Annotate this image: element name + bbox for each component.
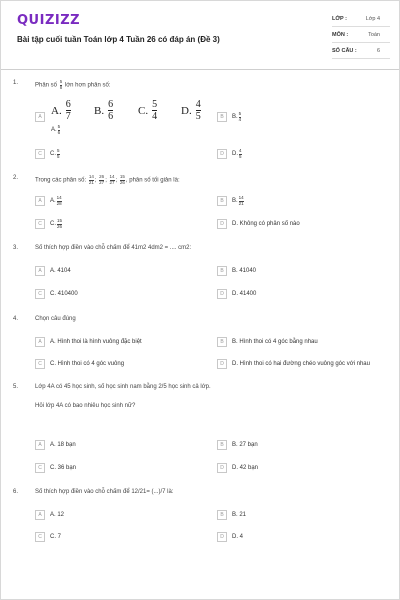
option-letter-box: C — [35, 463, 45, 473]
numerator: 5 — [152, 99, 158, 110]
meta-key: SỐ CÂU : — [332, 47, 357, 54]
denominator: 27 — [109, 179, 115, 185]
choice-label: B. — [94, 104, 105, 117]
choice-label: D. — [181, 104, 192, 117]
meta-key: MÔN : — [332, 31, 349, 38]
numerator: 6 — [65, 99, 71, 110]
fraction — [152, 99, 157, 122]
question-text-part: lớn hơn phân số: — [64, 82, 111, 89]
option-letter-box: C — [35, 359, 45, 369]
fraction — [58, 125, 61, 135]
question-text: Hỏi lớp 4A có bao nhiêu học sinh nữ? — [35, 403, 136, 409]
question-text: Số thích hợp điền vào chỗ chấm để 12/21= (...)/7 là: — [35, 489, 174, 495]
denominator: 26 — [119, 179, 125, 185]
option-a[interactable] — [35, 196, 63, 206]
option-label: D. Không có phân số nào — [232, 221, 300, 227]
option-label: C. 36 bạn — [50, 465, 77, 471]
option-label: C. — [50, 221, 56, 227]
numerator: 6 — [108, 99, 114, 110]
option-letter-box: A — [35, 510, 45, 520]
option-a[interactable] — [35, 337, 142, 347]
numerator: 15 — [119, 174, 125, 179]
option-label: D. 4 — [232, 534, 244, 540]
option-c[interactable] — [35, 463, 76, 473]
question-text-part: Phân số — [35, 82, 58, 89]
option-c[interactable] — [35, 289, 78, 299]
option-label: D. Hình thoi có hai đường chéo vuông góc với nhau — [232, 361, 370, 367]
option-a[interactable] — [35, 440, 76, 450]
option-c[interactable] — [35, 219, 63, 229]
option-label: C. Hình thoi có 4 góc vuông — [50, 361, 125, 367]
fraction — [66, 99, 71, 122]
option-b[interactable] — [217, 440, 258, 450]
option-d[interactable] — [217, 289, 256, 299]
option-d[interactable] — [217, 463, 258, 473]
option-letter-box: D — [217, 463, 227, 473]
denominator: 21 — [88, 179, 94, 185]
worksheet-title: Bài tập cuối tuần Toán lớp 4 Tuần 26 có đáp án (Đề 3) — [17, 35, 220, 44]
option-letter-box: A — [35, 112, 45, 122]
question-text — [35, 80, 110, 90]
option-d[interactable] — [217, 359, 370, 369]
question-number: 6. — [13, 489, 19, 495]
fraction — [120, 175, 125, 185]
option-a[interactable] — [35, 510, 64, 520]
option-a[interactable] — [35, 266, 71, 276]
question-text-part: Trong các phân số: — [35, 177, 87, 184]
option-b[interactable] — [217, 510, 246, 520]
meta-table — [332, 11, 390, 59]
option-letter-box: D — [217, 289, 227, 299]
image-choice-a — [51, 99, 72, 122]
quizizz-logo: QUIZIZZ — [17, 13, 81, 28]
option-label: A. — [51, 127, 57, 133]
option-label: B. Hình thoi có 4 góc bằng nhau — [232, 339, 318, 345]
numerator: 5 — [57, 124, 61, 129]
denominator: 8 — [59, 84, 63, 90]
fraction — [239, 149, 242, 159]
option-label: B. 27 bạn — [232, 442, 258, 448]
option-letter-box: C — [35, 289, 45, 299]
question-text: Chọn câu đúng — [35, 316, 76, 322]
option-label: B. 21 — [232, 512, 247, 518]
fraction — [239, 112, 242, 122]
option-label: A. 4104 — [50, 268, 71, 274]
option-c[interactable] — [35, 149, 61, 159]
option-c[interactable] — [35, 359, 124, 369]
numerator: 5 — [57, 148, 60, 153]
question-number: 2. — [13, 175, 19, 181]
option-b[interactable] — [217, 266, 256, 276]
denominator: 6 — [108, 111, 114, 122]
option-letter-box: B — [217, 266, 227, 276]
option-label: D. 41400 — [232, 291, 257, 297]
option-label: C. 410400 — [50, 291, 78, 297]
fraction — [60, 80, 63, 90]
question-number: 3. — [13, 245, 19, 251]
option-b[interactable] — [217, 196, 245, 206]
option-letter-box: D — [217, 532, 227, 542]
fraction — [108, 99, 113, 122]
question-text: Lớp 4A có 45 học sinh, số học sinh nam bằng 2/5 học sinh cả lớp. — [35, 384, 211, 390]
question-text: Trong các phân số: $\frac{14}{21}$ ; $\frac{26}{27}$ ; $\frac{14}{27}$ ; $\frac{15}{26}$ , phân số tối giản là: — [35, 174, 180, 185]
fraction — [57, 196, 62, 206]
option-c[interactable] — [35, 532, 61, 542]
option-label: A. Hình thoi là hình vuông đặc biệt — [50, 339, 142, 345]
option-label: D. — [232, 151, 238, 157]
option-label: A. 18 bạn — [50, 442, 76, 448]
option-letter-box: C — [35, 149, 45, 159]
image-choice-d — [181, 99, 202, 122]
denominator: 5 — [57, 153, 60, 159]
option-d[interactable] — [217, 219, 300, 229]
meta-value: 6 — [376, 47, 380, 54]
fraction — [89, 175, 94, 185]
fraction — [99, 175, 104, 185]
question-number: 5. — [13, 384, 19, 390]
option-d[interactable] — [217, 532, 243, 542]
numerator: 14 — [238, 195, 244, 200]
fraction — [196, 99, 201, 122]
option-a-text — [51, 125, 61, 135]
meta-row-class — [332, 11, 390, 27]
meta-row-subject — [332, 27, 390, 43]
denominator: 5 — [195, 111, 201, 122]
question-number: 1. — [13, 80, 19, 86]
denominator: 5 — [239, 153, 242, 159]
option-label: C. 7 — [50, 534, 62, 540]
numerator: 4 — [239, 148, 242, 153]
denominator: 7 — [65, 111, 71, 122]
option-b[interactable] — [217, 337, 318, 347]
meta-value: Toán — [368, 31, 380, 38]
fraction — [57, 219, 62, 229]
meta-row-count — [332, 43, 390, 59]
denominator: 28 — [56, 200, 62, 206]
numerator: 14 — [56, 195, 62, 200]
option-b[interactable] — [217, 112, 242, 122]
meta-key: LỚP : — [332, 15, 347, 22]
question-number: 4. — [13, 316, 19, 322]
numerator: 14 — [109, 174, 115, 179]
option-letter-box: A — [35, 440, 45, 450]
denominator: 6 — [57, 129, 61, 135]
choice-label: A. — [51, 104, 62, 117]
option-letter-box: D — [217, 149, 227, 159]
fraction — [57, 149, 60, 159]
worksheet-header — [1, 1, 399, 70]
option-letter-box: B — [217, 440, 227, 450]
option-label: C. — [50, 151, 56, 157]
option-letter-box: B — [217, 112, 227, 122]
denominator: 21 — [238, 200, 244, 206]
numerator: 4 — [195, 99, 201, 110]
denominator: 4 — [152, 111, 158, 122]
option-label: A. — [50, 198, 56, 204]
numerator: 14 — [88, 174, 94, 179]
option-label: A. 12 — [50, 512, 65, 518]
option-label: B. 41040 — [232, 268, 257, 274]
option-label: B. — [232, 114, 238, 120]
meta-value: Lớp 4 — [365, 15, 380, 22]
option-a[interactable] — [35, 112, 50, 122]
option-letter-box: A — [35, 337, 45, 347]
option-letter-box: C — [35, 532, 45, 542]
image-choice-b — [94, 99, 114, 122]
option-letter-box: A — [35, 196, 45, 206]
denominator: 27 — [99, 179, 105, 185]
choice-label: C. — [138, 104, 149, 117]
numerator: 15 — [57, 218, 63, 223]
fraction — [110, 175, 115, 185]
denominator: 4 — [238, 116, 242, 122]
fraction — [239, 196, 244, 206]
option-label: B. — [232, 198, 238, 204]
option-d[interactable] — [217, 149, 243, 159]
numerator: 5 — [238, 111, 242, 116]
numerator: 5 — [59, 79, 63, 84]
image-choice-c — [138, 99, 158, 122]
option-letter-box: C — [35, 219, 45, 229]
option-label: D. 42 bạn — [232, 465, 259, 471]
denominator: 26 — [57, 223, 63, 229]
question-text-part: , phân số tối giản là: — [125, 177, 180, 184]
question-text: Số thích hợp điền vào chỗ chấm để 41m2 4dm2 = .... cm2: — [35, 245, 192, 251]
numerator: 26 — [99, 174, 105, 179]
option-letter-box: D — [217, 359, 227, 369]
option-letter-box: B — [217, 337, 227, 347]
option-letter-box: A — [35, 266, 45, 276]
option-letter-box: B — [217, 510, 227, 520]
option-letter-box: B — [217, 196, 227, 206]
option-letter-box: D — [217, 219, 227, 229]
